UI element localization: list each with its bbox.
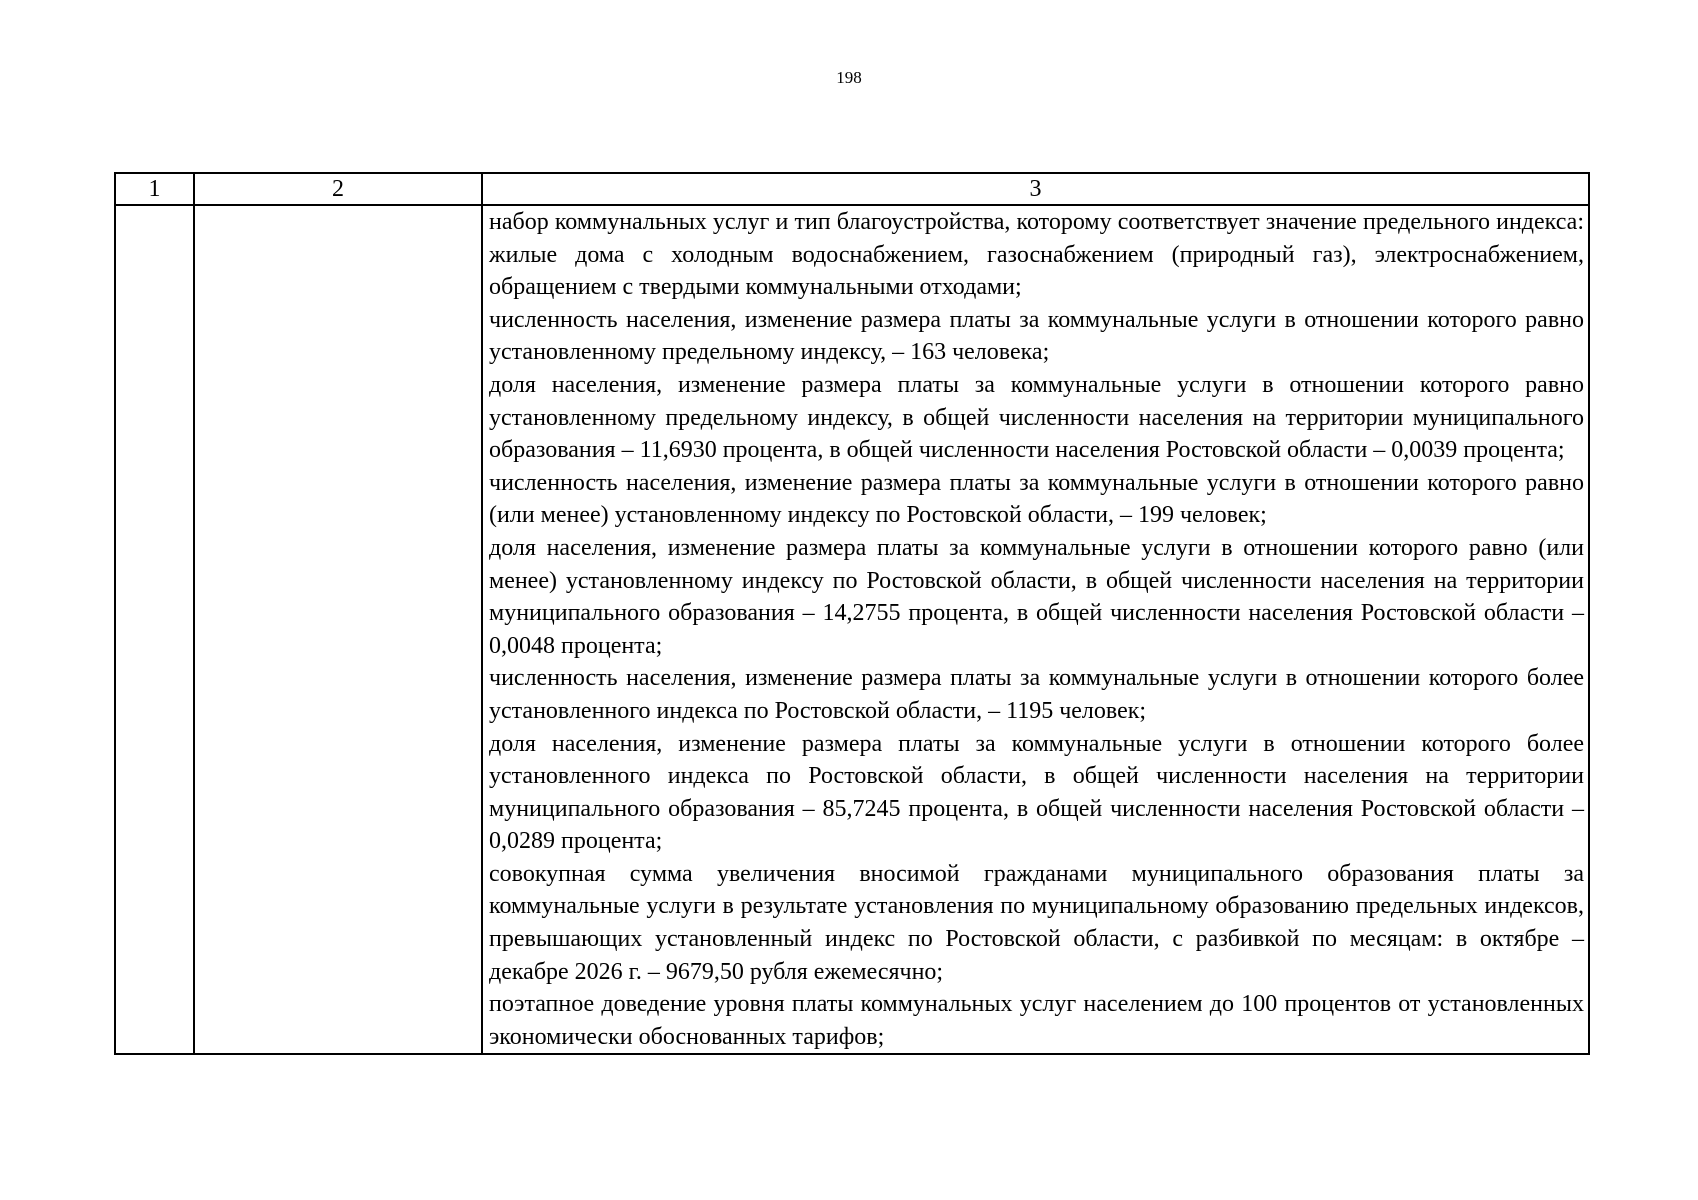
paragraph-population-equal-or-less: численность населения, изменение размера платы за коммунальные услуги в отношении которого равно (или менее) установленному индексу по Ростовской области, – 199 человек; — [489, 469, 1584, 529]
table-row — [115, 205, 1589, 1054]
paragraph-share-equal-or-less: доля населения, изменение размера платы за коммунальные услуги в отношении которого равно (или менее) установленному индексу по Ростовской области, в общей численности населения на территории муниципального образования – 14,2755 процента, в общей численности населения Ростовской области – 0,0048 процента; — [489, 534, 1584, 659]
cell-col-1 — [115, 205, 194, 1054]
paragraph-phased-payment: поэтапное доведение уровня платы коммунальных услуг населением до 100 процентов от установленных экономически обоснованных тарифов; — [489, 991, 1584, 1050]
paragraph-total-increase: совокупная сумма увеличения вносимой гражданами муниципального образования платы за коммунальные услуги в результате установления по муниципальному образованию предельных индексов, превышающих установленный индекс по Ростовской области, с разбивкой по месяцам: в октябре – декабре 2026 г. – 9679,50 рубля ежемесячно; — [489, 860, 1584, 985]
column-header-2: 2 — [194, 173, 482, 205]
page-number: 198 — [836, 68, 862, 87]
column-header-3: 3 — [482, 173, 1589, 205]
column-header-1: 1 — [115, 173, 194, 205]
cell-col-3 — [482, 205, 1589, 1054]
paragraph-utility-set: набор коммунальных услуг и тип благоустройства, которому соответствует значение предельного индекса: жилые дома с холодным водоснабжением, газоснабжением (природный газ), электроснабжением, обращением с твердыми коммунальными отходами; — [489, 209, 1584, 301]
paragraph-share-more: доля населения, изменение размера платы за коммунальные услуги в отношении которого более установленного индекса по Ростовской области, в общей численности населения на территории муниципального образования – 85,7245 процента, в общей численности населения Ростовской области – 0,0289 процента; — [489, 730, 1584, 855]
paragraph-share-equal: доля населения, изменение размера платы за коммунальные услуги в отношении которого равно установленному предельному индексу, в общей численности населения на территории муниципального образования – 11,6930 процента, в общей численности населения Ростовской области – 0,0039 процента; — [489, 371, 1584, 464]
paragraph-population-more: численность населения, изменение размера платы за коммунальные услуги в отношении которого более установленного индекса по Ростовской области, – 1195 человек; — [489, 665, 1584, 724]
document-table — [114, 172, 1590, 1055]
cell-col-2 — [194, 205, 482, 1054]
paragraph-population-equal: численность населения, изменение размера платы за коммунальные услуги в отношении которого равно установленному предельному индексу, – 163 человека; — [489, 306, 1584, 366]
table-header-row — [115, 173, 1589, 205]
